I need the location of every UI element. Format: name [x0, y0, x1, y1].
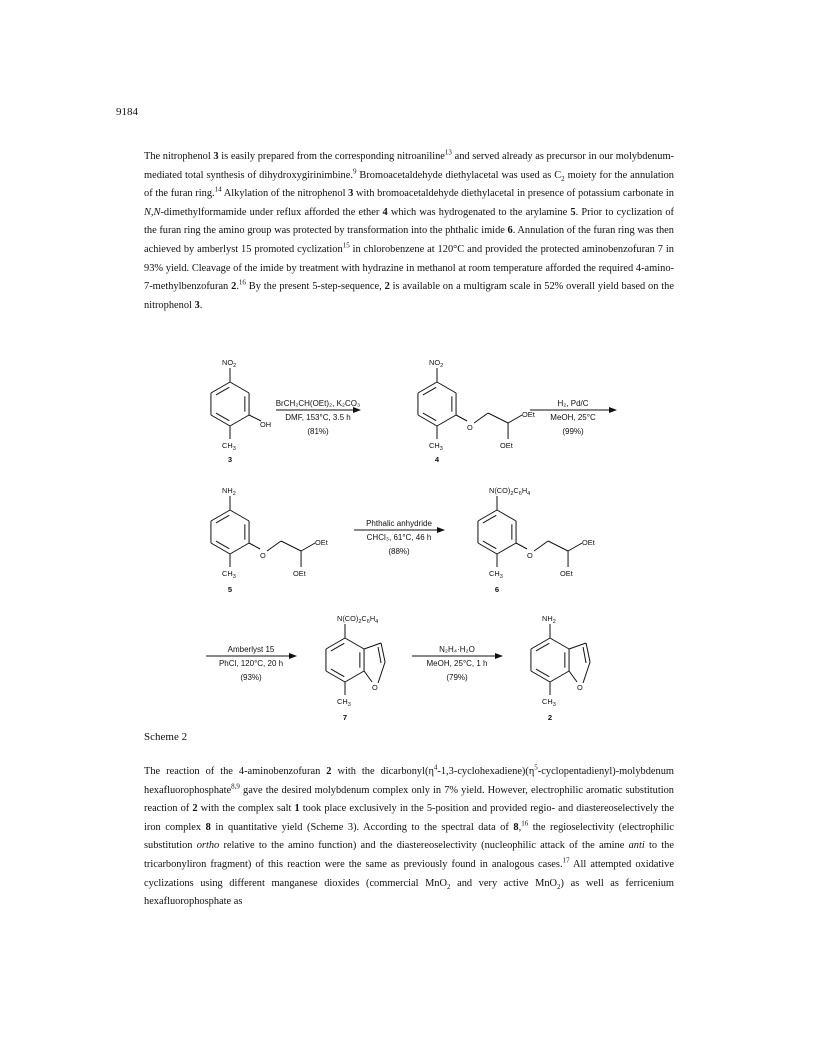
reagent-label: Phthalic anhydride	[366, 519, 432, 528]
yield-label: (93%)	[240, 673, 262, 682]
compound-4-structure	[418, 358, 535, 452]
ring-bond	[326, 671, 345, 682]
furan-double-bond	[378, 647, 381, 663]
ring-bond	[437, 382, 456, 393]
compound-number: 4	[434, 455, 440, 464]
ring-double-bond	[483, 541, 496, 549]
step-2-hydrogenation	[530, 399, 616, 436]
phthalimido-group-label: $N(CO)_2C_6H_4$	[337, 614, 379, 625]
condition-label: MeOH, 25°C, 1 h	[426, 659, 488, 668]
ring-bond	[230, 510, 249, 521]
condition-label: DMF, 153°C, 3.5 h	[285, 413, 351, 422]
furan-oxygen-label: O	[577, 683, 583, 692]
compound-3-number	[228, 455, 232, 464]
ring-double-bond	[536, 669, 549, 677]
reagent-label: Amberlyst 15	[227, 645, 275, 654]
ring-bond	[230, 415, 249, 426]
ring-double-bond	[536, 643, 549, 651]
amino-group-label: $NH_2$	[542, 614, 556, 625]
ring-bond	[326, 638, 345, 649]
paragraph-intro: The nitrophenol 3 is easily prepared from the corresponding nitroaniline$^{13}$ and served already as precursor in our molybdenum-mediated total synthesis of dihydroxygirinimbine.$^9$ Bromoacetaldehyde diethylacetal was used as $C_2$ moiety for the annulation of the furan ring.$^{14}$ Alkylation of the nitrophenol 3 with bromoacetaldehyde diethylacetal in presence of potassium carbonate in N,N-dimethylformamide under reflux afforded the ether 4 which was hydrogenated to the arylamine 5. Prior to cyclization of the furan ring the amino group was protected by transformation into the phthalic imide 6. Annulation of the furan ring was then achieved by amberlyst 15 promoted cyclization$^{15}$ in chlorobenzene at 120°C and provided the protected aminobenzofuran 7 in 93% yield. Cleavage of the imide by treatment with hydrazine in methanol at room temperature afforded the required 4-amino-7-methylbenzofuran 2.16 By the present 5-step-sequence, 2 is available on a multigram scale in 52% overall yield based on the nitrophenol 3.	[144, 148, 674, 311]
ring-bond	[211, 415, 230, 426]
furan-oxygen-label: O	[372, 683, 378, 692]
condition-label: PhCl, 120°C, 20 h	[218, 659, 284, 668]
chain-bond	[548, 541, 568, 551]
ring-bond	[345, 671, 364, 682]
ring-bond	[478, 543, 497, 554]
compound-5-structure	[211, 486, 328, 580]
ring-bond	[550, 638, 569, 649]
hydroxyl-label: OH	[260, 420, 272, 429]
yield-label: (79%)	[446, 673, 468, 682]
ring-bond	[230, 382, 249, 393]
chain-bond	[281, 541, 301, 551]
ethoxy-label: OEt	[293, 569, 306, 578]
reagent-label: BrCH₂CH(OEt)₂, K₂CO₃	[275, 399, 361, 408]
ethoxy-label: OEt	[500, 441, 513, 450]
furan-bond	[378, 662, 385, 683]
hydroxyl-bond	[249, 415, 261, 421]
yield-label: (88%)	[388, 547, 410, 556]
ether-oxygen-label: O	[467, 423, 473, 432]
compound-7-number	[343, 713, 347, 722]
compound-2-structure	[531, 614, 590, 708]
scheme-caption: Scheme 2	[144, 731, 188, 743]
furan-bond	[569, 643, 586, 649]
ethoxy-label: OEt	[522, 410, 535, 419]
ether-oxygen-label: O	[260, 551, 266, 560]
methyl-group-label: $CH_3$	[222, 569, 236, 580]
ring-bond	[437, 415, 456, 426]
ring-bond	[497, 510, 516, 521]
compound-2-number	[548, 713, 552, 722]
ring-double-bond	[423, 413, 436, 421]
phthalimido-group-label: $N(CO)_2C_6H_4$	[489, 486, 531, 497]
ring-bond	[211, 382, 230, 393]
step-4-cyclization	[206, 645, 296, 682]
compound-number: 7	[342, 713, 348, 722]
furan-double-bond	[583, 647, 586, 663]
methyl-group-label: $CH_3$	[337, 697, 351, 708]
ring-bond	[531, 638, 550, 649]
ring-bond	[478, 510, 497, 521]
ring-bond	[418, 415, 437, 426]
condition-label: MeOH, 25°C	[550, 413, 596, 422]
ring-double-bond	[216, 413, 229, 421]
ethoxy-label: OEt	[315, 538, 328, 547]
compound-number: 5	[227, 585, 233, 594]
furan-bond	[364, 671, 372, 682]
ring-bond	[211, 543, 230, 554]
nitro-group-label: $NO_2$	[222, 358, 237, 369]
ring-double-bond	[423, 387, 436, 395]
ether-bond	[249, 543, 260, 549]
compound-5-number	[228, 585, 233, 594]
ring-bond	[230, 543, 249, 554]
chain-bond	[474, 413, 488, 423]
chain-bond	[267, 541, 281, 551]
furan-bond	[364, 643, 381, 649]
ether-oxygen-label: O	[527, 551, 533, 560]
furan-bond	[583, 662, 590, 683]
compound-number: 6	[494, 585, 500, 594]
compound-4-number	[435, 455, 440, 464]
amino-group-label: $NH_2$	[222, 486, 236, 497]
compound-number: 3	[227, 455, 233, 464]
ring-double-bond	[331, 643, 344, 651]
ring-double-bond	[483, 515, 496, 523]
compound-number: 2	[547, 713, 553, 722]
step-5-deprotection	[412, 645, 502, 682]
yield-label: (81%)	[307, 427, 329, 436]
methyl-group-label: $CH_3$	[222, 441, 236, 452]
chain-bond	[301, 543, 315, 551]
ring-bond	[497, 543, 516, 554]
methyl-group-label: $CH_3$	[429, 441, 443, 452]
ring-bond	[531, 671, 550, 682]
step-1-alkylation	[276, 399, 361, 436]
reagent-label: H₂, Pd/C	[557, 399, 589, 408]
chain-bond	[508, 415, 522, 423]
ring-double-bond	[216, 541, 229, 549]
ring-bond	[211, 510, 230, 521]
methyl-group-label: $CH_3$	[489, 569, 503, 580]
ring-double-bond	[331, 669, 344, 677]
chain-bond	[534, 541, 548, 551]
step-3-protection	[354, 519, 444, 556]
chain-bond	[568, 543, 582, 551]
yield-label: (99%)	[562, 427, 584, 436]
methyl-group-label: $CH_3$	[542, 697, 556, 708]
ethoxy-label: OEt	[560, 569, 573, 578]
chain-bond	[488, 413, 508, 423]
furan-bond	[569, 671, 577, 682]
ethoxy-label: OEt	[582, 538, 595, 547]
furan-bond	[586, 643, 590, 662]
ring-double-bond	[216, 387, 229, 395]
compound-6-structure	[478, 486, 595, 580]
nitro-group-label: $NO_2$	[429, 358, 444, 369]
page-number: 9184	[116, 106, 138, 118]
ether-bond	[516, 543, 527, 549]
ring-bond	[418, 382, 437, 393]
condition-label: CHCl₃, 61°C, 46 h	[366, 533, 432, 542]
reagent-label: N₂H₄·H₂O	[439, 645, 475, 654]
compound-7-structure	[326, 614, 385, 708]
ring-bond	[550, 671, 569, 682]
ring-double-bond	[216, 515, 229, 523]
furan-bond	[381, 643, 385, 662]
compound-6-number	[495, 585, 499, 594]
compound-3-structure	[211, 358, 271, 452]
ring-bond	[345, 638, 364, 649]
ether-bond	[456, 415, 467, 421]
paragraph-discussion: The reaction of the 4-aminobenzofuran 2 with the $dicarbonyl(\eta^4-1,3-cyclohexadiene)(\eta^5-cyclopentadienyl)$-molybdenum hexafluorophosphate$^{8,9}$ gave the desired molybdenum complex only in 7% yield. However, electrophilic aromatic substitution reaction of 2 with the complex salt 1 took place exclusively in the 5-position and provided regio- and diastereoselectively the iron complex 8 in quantitative yield (Scheme 3). According to the spectral data of 8,16 the regioselectivity (electrophilic substitution ortho relative to the amino function) and the diastereoselectivity (nucleophilic attack of the amine anti to the tricarbonyliron fragment) of this reaction were the same as previously found in analogous cases.$^{17}$ All attempted oxidative cyclizations using different manganese dioxides (commercial MnO$_2$ and very active MnO$_2$) as well as ferricenium hexafluorophosphate as	[144, 763, 674, 908]
